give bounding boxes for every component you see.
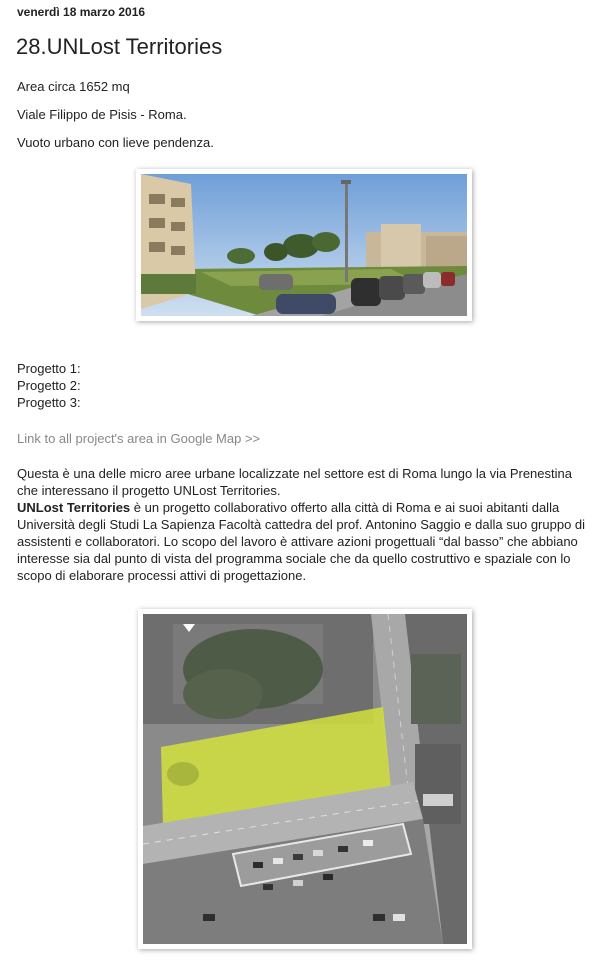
project-1: Progetto 1: [17, 361, 81, 376]
body-paragraph-text: è un progetto collaborativo offerto alla città di Roma e ai suoi abitanti dalla Università degli Studi La Sapienza Facoltà cattedra del prof. Antonino Saggio e dalla suo gruppo di assistenti e collaboratori. Lo scopo del lavoro è attivare azioni progettuali “dal basso” che abbiano interesse sia dal punto di vista del programma sociale che da quello costruttivo e spaziale con lo scopo di elaborare processi attivi di progettazione. [17, 500, 586, 583]
post-title[interactable]: 28.UNLost Territories [16, 34, 223, 59]
body-paragraph [17, 499, 597, 584]
post-date: venerdì 18 marzo 2016 [17, 5, 146, 19]
bold-project-name: UNLost Territories [17, 500, 131, 515]
aerial-map-photo[interactable] [138, 609, 472, 949]
intro-line-1: Questa è una delle micro aree urbane localizzate nel settore est di Roma lungo la via Prenestina [17, 466, 572, 481]
area-text: Area circa 1652 mq [17, 79, 130, 94]
address-text: Viale Filippo de Pisis - Roma. [17, 107, 187, 122]
project-2: Progetto 2: [17, 378, 81, 393]
street-view-image [141, 174, 467, 316]
project-3: Progetto 3: [17, 395, 81, 410]
intro-line-2: che interessano il progetto UNLost Territories. [17, 483, 281, 498]
description-text: Vuoto urbano con lieve pendenza. [17, 135, 214, 150]
aerial-map-image [143, 614, 467, 944]
google-map-link-line [17, 431, 260, 446]
street-photo[interactable] [136, 169, 472, 321]
google-map-link[interactable]: Link to all project's area in Google Map >> [17, 431, 261, 446]
post-body [17, 465, 597, 584]
